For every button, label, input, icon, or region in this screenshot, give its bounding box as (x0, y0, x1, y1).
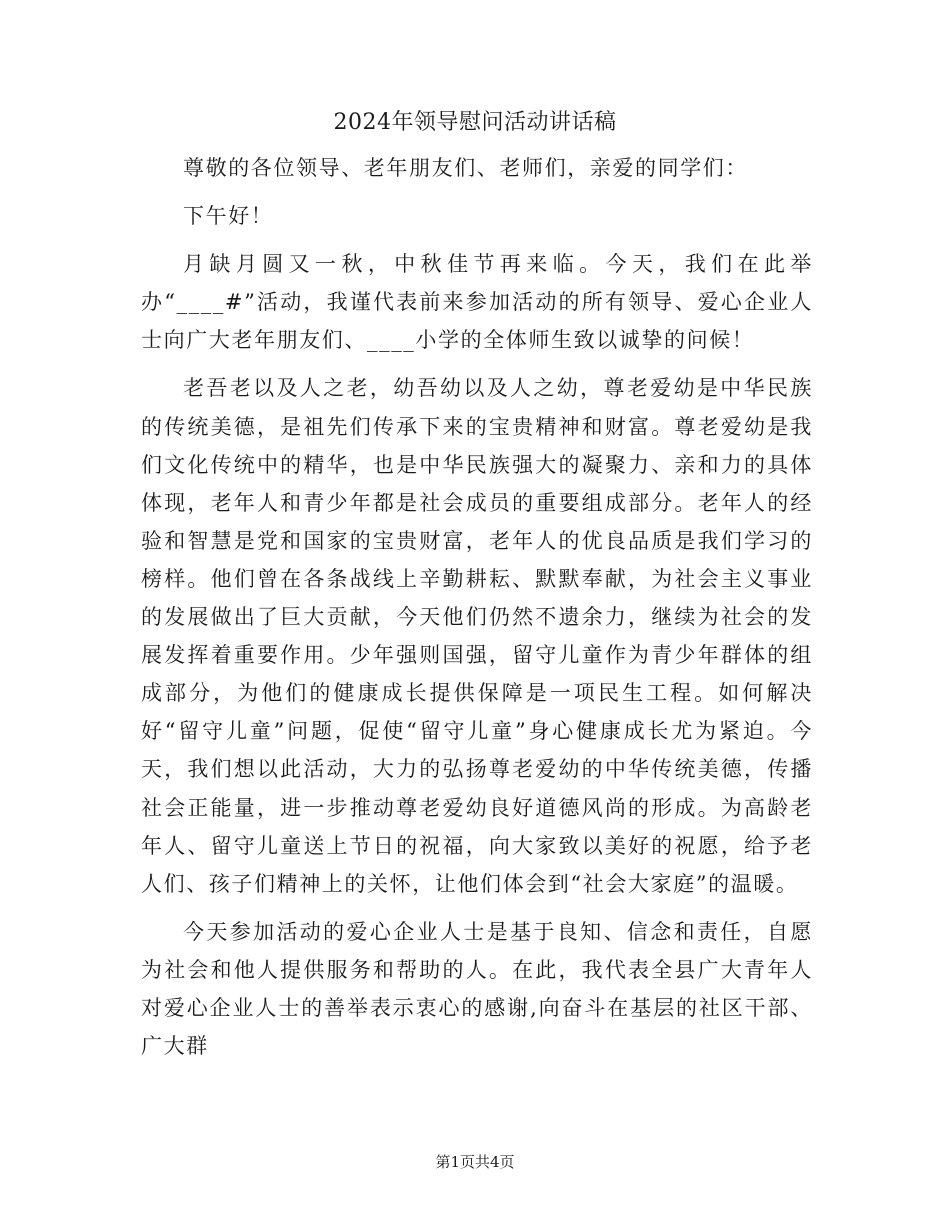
page-number: 第1页共4页 (435, 1153, 515, 1171)
opening-paragraph: 月缺月圆又一秋，中秋佳节再来临。今天，我们在此举办“____#”活动，我谨代表前来参加活动的所有领导、爱心企业人士向广大老年朋友们、____小学的全体师生致以诚挚的问候！ (141, 252, 813, 353)
thanks-paragraph: 今天参加活动的爱心企业人士是基于良知、信念和责任，自愿为社会和他人提供服务和帮助的人。在此，我代表全县广大青年人对爱心企业人士的善举表示衷心的感谢,向奋斗在基层的社区干部、广大群 (141, 919, 813, 1059)
greeting-paragraph: 下午好！ (183, 204, 274, 229)
document-title: 2024年领导慰问活动讲话稿 (333, 110, 617, 135)
document-body (141, 149, 813, 1065)
salutation-paragraph: 尊敬的各位领导、老年朋友们、老师们，亲爱的同学们： (183, 156, 748, 180)
tradition-paragraph: 老吾老以及人之老，幼吾幼以及人之幼，尊老爱幼是中华民族的传统美德，是祖先们传承下来的宝贵精神和财富。尊老爱幼是我们文化传统中的精华，也是中华民族强大的凝聚力、亲和力的具体体现，老年人和青少年都是社会成员的重要组成部分。老年人的经验和智慧是党和国家的宝贵财富，老年人的优良品质是我们学习的榜样。他们曾在各条战线上辛勤耕耘、默默奉献，为社会主义事业的发展做出了巨大贡献，今天他们仍然不遗余力，继续为社会的发展发挥着重要作用。少年强则国强，留守儿童作为青少年群体的组成部分，为他们的健康成长提供保障是一项民生工程。如何解决好“留守儿童”问题，促使“留守儿童”身心健康成长尤为紧迫。今天，我们想以此活动，大力的弘扬尊老爱幼的中华传统美德，传播社会正能量，进一步推动尊老爱幼良好道德风尚的形成。为高龄老年人、留守儿童送上节日的祝福，向大家致以美好的祝愿，给予老人们、孩子们精神上的关怀，让他们体会到“社会大家庭”的温暖。 (141, 376, 813, 896)
